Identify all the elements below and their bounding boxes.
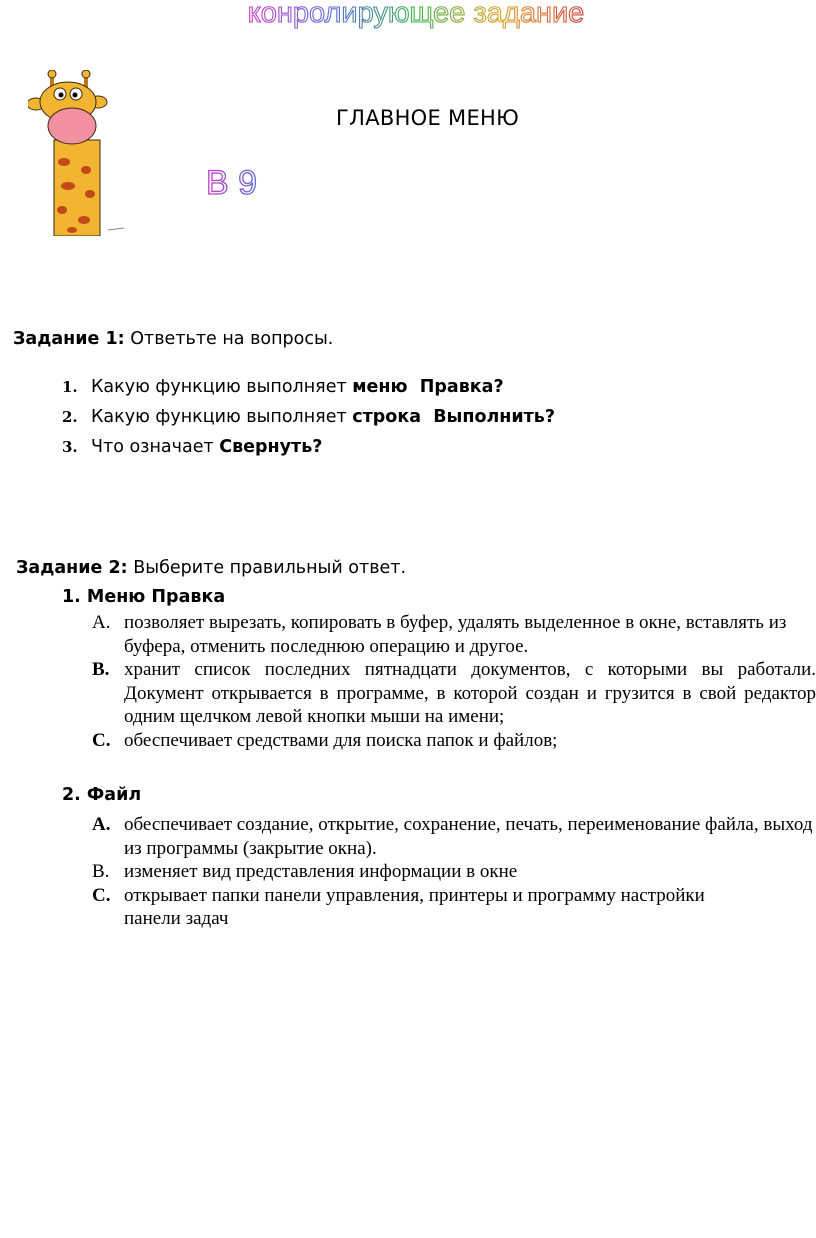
answer-letter: В.: [92, 659, 110, 680]
task1-questions: [62, 372, 555, 462]
answer-1c: [92, 729, 816, 753]
answer-2a: [92, 813, 816, 860]
question-text: Какую функцию выполняет: [91, 377, 353, 397]
answer-text: позволяет вырезать, копировать в буфер, удалять выделенное в окне, вставлять из буфера, отменить последнюю операцию и другое.: [124, 612, 787, 657]
section-2-answers: [92, 813, 816, 931]
answer-letter: С.: [92, 884, 111, 906]
giraffe-icon: [28, 70, 138, 236]
answer-text: хранит список последних пятнадцати документов, с которыми вы работали. Документ открывается в программе, в которой создан и грузится в свой редактор одним щелчком левой кнопки мыши на имени;: [124, 659, 816, 727]
answer-2b: [92, 860, 816, 884]
page-title: ГЛАВНОЕ МЕНЮ: [336, 106, 520, 130]
answer-1b: [92, 658, 816, 729]
task2-label: Задание 2:: [16, 558, 128, 578]
question-number: 1.: [62, 378, 78, 396]
answer-letter: А.: [92, 612, 111, 633]
question-number: 3.: [62, 438, 78, 456]
question-keyword: Свернуть?: [219, 437, 323, 457]
task2-text: Выберите правильный ответ.: [133, 558, 407, 578]
section-2-title: 2. Файл: [62, 785, 142, 805]
answer-1a: [92, 611, 816, 658]
task1-text: Ответьте на вопросы.: [130, 329, 334, 349]
wordart-title: [0, 0, 816, 30]
section-1-title: 1. Меню Правка: [62, 587, 226, 607]
answer-text: изменяет вид представления информации в окне: [124, 861, 518, 882]
section-1-answers: [92, 611, 816, 752]
question-text: Что означает: [91, 437, 220, 457]
task1-heading: [13, 329, 333, 349]
task2-heading: [16, 558, 406, 578]
task1-label: Задание 1:: [13, 329, 125, 349]
answer-letter: С.: [92, 729, 111, 751]
answer-2c: [92, 884, 816, 931]
answer-text: открывает папки панели управления, принтеры и программу настройки панели задач: [124, 884, 705, 929]
answer-text: обеспечивает средствами для поиска папок и файлов;: [124, 729, 558, 751]
question-1: [62, 372, 555, 402]
question-text: Какую функцию выполняет: [91, 407, 353, 427]
question-keyword: меню Правка?: [352, 377, 504, 397]
badge-b9-text: В 9: [206, 164, 258, 202]
wordart-title-text: конролирующее задание: [247, 0, 585, 29]
question-keyword: строка Выполнить?: [352, 407, 555, 427]
answer-letter: В.: [92, 861, 110, 882]
answer-text: обеспечивает создание, открытие, сохранение, печать, переименование файла, выход из программы (закрытие окна).: [124, 814, 813, 859]
question-2: [62, 402, 555, 432]
badge-b9: [196, 160, 270, 210]
answer-letter: А.: [92, 814, 111, 835]
question-3: [62, 432, 555, 462]
question-number: 2.: [62, 408, 78, 426]
